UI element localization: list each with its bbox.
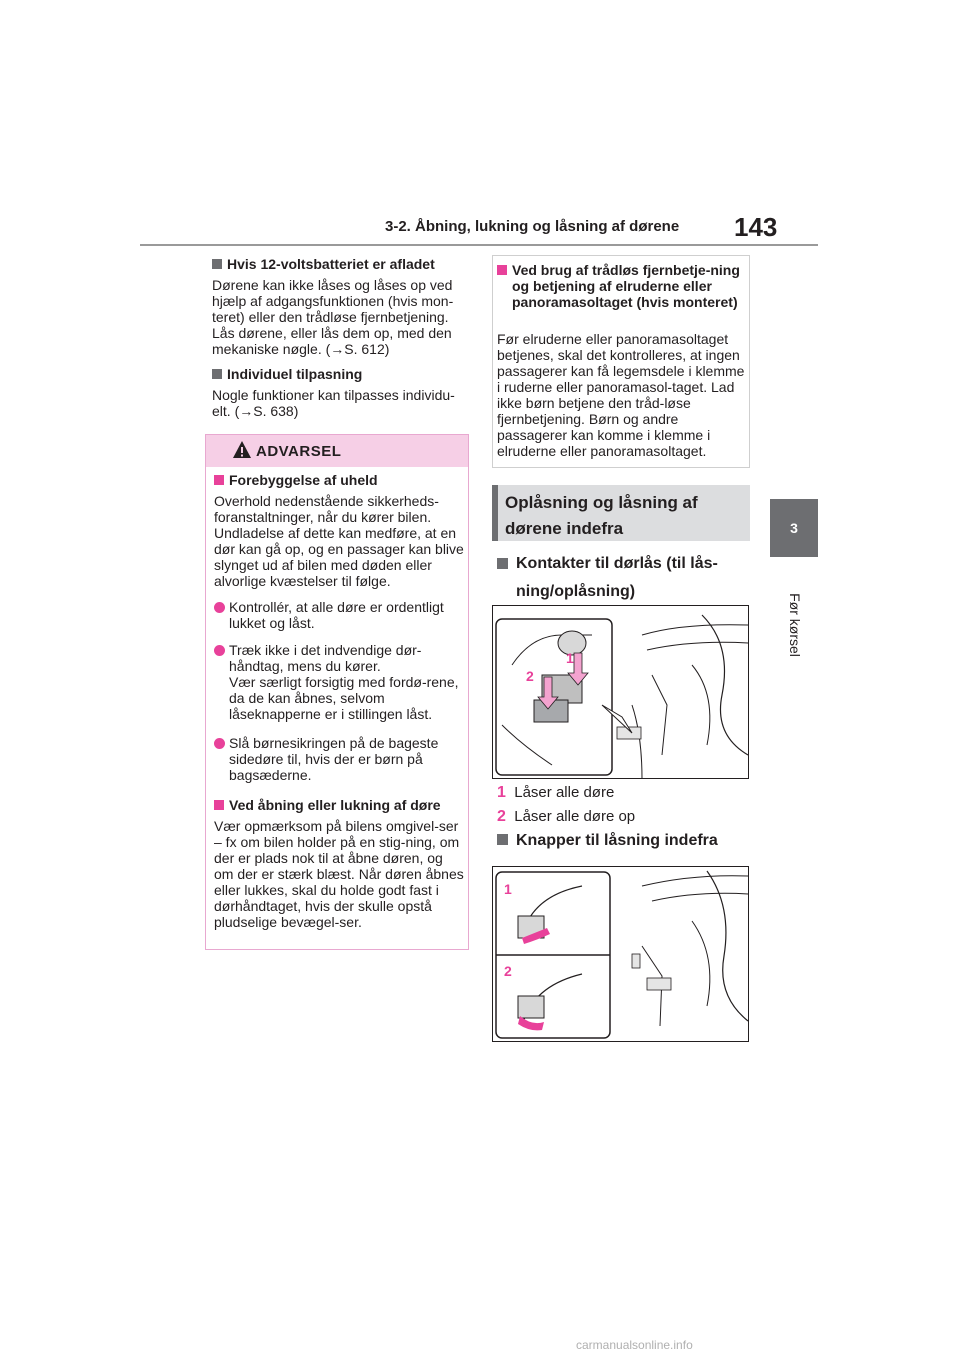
custom-heading-text: Individuel tilpasning (227, 366, 363, 382)
warning-bullet-1-text: Kontrollér, at alle døre er ordentligt lukket og låst. (229, 599, 444, 631)
chapter-label (782, 580, 808, 670)
custom-text: Nogle funktioner kan tilpasses individu-elt. (→S. 638) (212, 387, 455, 419)
note-heading-text: Ved brug af trådløs fjernbetje-ning og betjening af elruderne eller panoramasoltaget (hvis monteret) (512, 262, 740, 310)
note-heading (497, 262, 742, 310)
step-number-2: 2 (497, 808, 506, 825)
round-bullet-icon (214, 645, 225, 656)
step-item-1 (497, 784, 614, 802)
warning-bullet-1 (214, 599, 464, 631)
step-text-1: Låser alle døre (514, 784, 615, 801)
door-lock-switch-figure (492, 605, 749, 779)
section-banner-bar (492, 485, 498, 541)
warning-heading-2-text: Ved åbning eller lukning af døre (229, 797, 441, 813)
battery-heading (212, 256, 435, 272)
square-bullet-icon (497, 834, 508, 845)
square-bullet-icon (497, 558, 508, 569)
switch-heading (497, 550, 752, 606)
warning-bullet-3 (214, 735, 464, 783)
warning-heading-2 (214, 797, 464, 813)
button-heading-text: Knapper til låsning indefra (516, 832, 718, 849)
warning-title: ADVARSEL (256, 443, 342, 460)
square-bullet-icon (212, 259, 222, 269)
square-bullet-icon (212, 369, 222, 379)
figure1-callout-2: 2 (526, 668, 534, 684)
battery-text: Dørene kan ikke låses og låses op ved hjælp af adgangsfunktionen (hvis mon-teret) eller den trådløse fjernbetjening. Lås dørene, eller lås dem op, med den mekaniske nøgle. (→S. 612) (212, 277, 454, 357)
button-heading (497, 832, 718, 850)
switch-heading-text: Kontakter til dørlås (til lås-ning/oplåsning) (516, 555, 718, 600)
step-item-2 (497, 808, 635, 826)
square-bullet-icon (214, 475, 224, 485)
inside-lock-button-figure (492, 866, 749, 1042)
chapter-tab (770, 499, 818, 557)
custom-heading (212, 366, 362, 382)
warning-text-2: Vær opmærksom på bilens omgivel-ser – fx om bilen holder på en stig-ning, om der er plads nok til at åbne døren, og om der er stærk blæst. Når døren åbnes eller lukkes, skal du holde godt fast i dørhåndtaget, hvis der skulle opstå pludselige bevægel-ser. (214, 818, 464, 930)
figure1-callout-1: 1 (566, 650, 574, 666)
chapter-number: 3 (790, 520, 798, 536)
warning-text-1: Overhold nedenstående sikkerheds-foranstaltninger, når du kører bilen. Undladelse af dette kan medføre, at en dør kan gå op, og en passager kan blive slynget ud af bilen med døden eller alvorlige kvæstelser til følge. (214, 493, 464, 589)
header-divider (140, 244, 818, 246)
chapter-label-text: Før kørsel (787, 593, 803, 657)
warning-bullet-2 (214, 642, 464, 722)
square-bullet-icon (497, 265, 507, 275)
warning-bullet-3-text: Slå børnesikringen på de bageste sidedøre til, hvis der er børn på bagsæderne. (229, 735, 439, 783)
watermark: carmanualsonline.info (576, 1338, 693, 1352)
warning-heading-1 (214, 472, 464, 488)
section-title: Oplåsning og låsning af dørene indefra (505, 493, 698, 538)
page-number: 143 (734, 212, 778, 242)
warning-heading-1-text: Forebyggelse af uheld (229, 472, 378, 488)
step-text-2: Låser alle døre op (514, 808, 636, 825)
note-text: Før elruderne eller panoramasoltaget betjenes, skal det kontrolleres, at ingen passagerer kan få legemsdele i klemme i ruderne eller panoramasol-taget. Lad ikke børn betjene den tråd-løse fjernbetjening. Børn og andre passagerer kan komme i klemme i elruderne eller panoramasoltaget. (497, 331, 745, 459)
round-bullet-icon (214, 738, 225, 749)
round-bullet-icon (214, 602, 225, 613)
step-number-1: 1 (497, 784, 506, 801)
warning-triangle-icon (232, 440, 252, 460)
figure2-callout-1: 1 (504, 881, 512, 897)
square-bullet-icon (214, 800, 224, 810)
battery-heading-text: Hvis 12-voltsbatteriet er afladet (227, 256, 435, 272)
warning-bullet-2-line2: Vær særligt forsigtig med fordø-rene, da de kan åbnes, selvom låseknapperne er i stillingen låst. (229, 674, 459, 722)
figure2-callout-2: 2 (504, 963, 512, 979)
running-header-title: 3-2. Åbning, lukning og låsning af dørene (385, 218, 680, 235)
warning-bullet-2-line1: Træk ikke i det indvendige dør-håndtag, mens du kører. (229, 642, 422, 674)
